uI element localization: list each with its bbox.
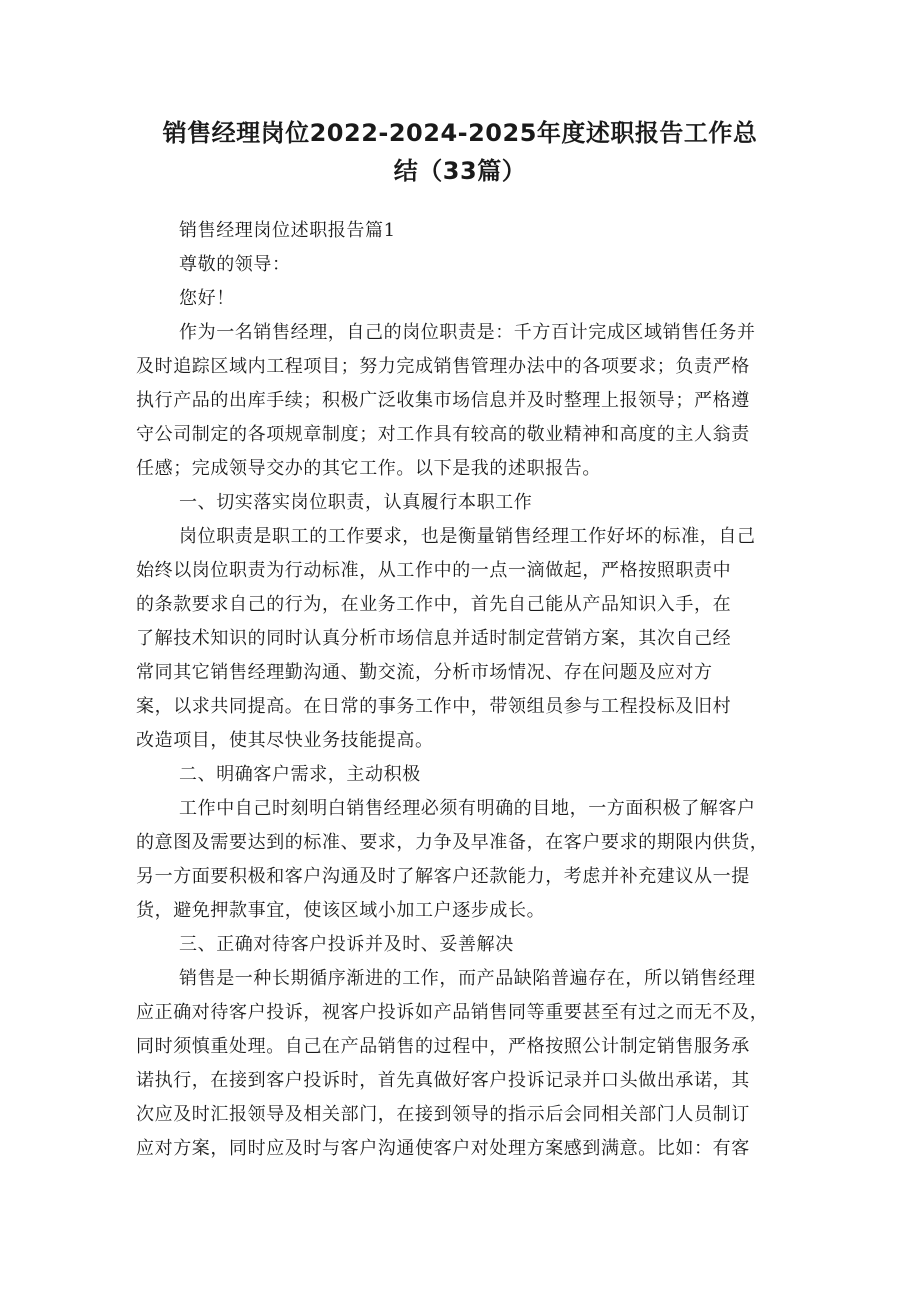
title-line-2: 结（33篇） [393, 157, 527, 185]
text-line: 工作中自己时刻明白销售经理必须有明确的目地，一方面积极了解客户 [179, 798, 756, 819]
section-1-body [136, 520, 796, 758]
text-line: 岗位职责是职工的工作要求，也是衡量销售经理工作好坏的标准，自己 [179, 526, 756, 547]
text-line: 应正确对待客户投诉，视客户投诉如产品销售同等重要甚至有过之而无不及， [136, 1002, 769, 1023]
text-line: 及时追踪区域内工程项目；努力完成销售管理办法中的各项要求；负责严格 [136, 356, 750, 377]
document-title [150, 114, 770, 190]
section-1-title: 一、切实落实岗位职责，认真履行本职工作 [179, 492, 533, 513]
text-line: 的条款要求自己的行为，在业务工作中，首先自己能从产品知识入手，在 [136, 594, 732, 615]
text-line: 任感；完成领导交办的其它工作。以下是我的述职报告。 [136, 458, 601, 479]
section-3-body [136, 962, 796, 1166]
text-line: 守公司制定的各项规章制度；对工作具有较高的敬业精神和高度的主人翁责 [136, 424, 750, 445]
text-line: 常同其它销售经理勤沟通、勤交流，分析市场情况、存在问题及应对方 [136, 662, 713, 683]
text-line: 同时须慎重处理。自己在产品销售的过程中，严格按照公计制定销售服务承 [136, 1036, 750, 1057]
text-line: 销售是一种长期循序渐进的工作，而产品缺陷普遍存在，所以销售经理 [179, 968, 756, 989]
text-line: 次应及时汇报领导及相关部门，在接到领导的指示后会同相关部门人员制订 [136, 1104, 750, 1125]
text-line: 的意图及需要达到的标准、要求，力争及早准备，在客户要求的期限内供货， [136, 832, 769, 853]
text-line: 作为一名销售经理，自己的岗位职责是：千方百计完成区域销售任务并 [179, 322, 756, 343]
title-line-1: 销售经理岗位2022-2024-2025年度述职报告工作总 [162, 119, 758, 147]
text-line: 货，避免押款事宜，使该区域小加工户逐步成长。 [136, 900, 546, 921]
section-2-title: 二、明确客户需求，主动积极 [179, 764, 421, 785]
salutation: 尊敬的领导： [179, 254, 291, 275]
text-line: 始终以岗位职责为行动标准，从工作中的一点一滴做起，严格按照职责中 [136, 560, 732, 581]
intro-paragraph [136, 316, 796, 486]
section-2-body [136, 792, 796, 928]
text-line: 改造项目，使其尽快业务技能提高。 [136, 730, 434, 751]
text-line: 了解技术知识的同时认真分析市场信息并适时制定营销方案，其次自己经 [136, 628, 732, 649]
text-line: 诺执行，在接到客户投诉时，首先真做好客户投诉记录并口头做出承诺，其 [136, 1070, 750, 1091]
text-line: 应对方案，同时应及时与客户沟通使客户对处理方案感到满意。比如：有客 [136, 1138, 750, 1159]
text-line: 案，以求共同提高。在日常的事务工作中，带领组员参与工程投标及旧村 [136, 696, 732, 717]
section-3-title: 三、正确对待客户投诉并及时、妥善解决 [179, 934, 514, 955]
text-line: 另一方面要积极和客户沟通及时了解客户还款能力，考虑并补充建议从一提 [136, 866, 750, 887]
text-line: 执行产品的出库手续；积极广泛收集市场信息并及时整理上报领导；严格遵 [136, 390, 750, 411]
report-heading: 销售经理岗位述职报告篇1 [179, 220, 396, 241]
greeting: 您好！ [179, 288, 235, 309]
